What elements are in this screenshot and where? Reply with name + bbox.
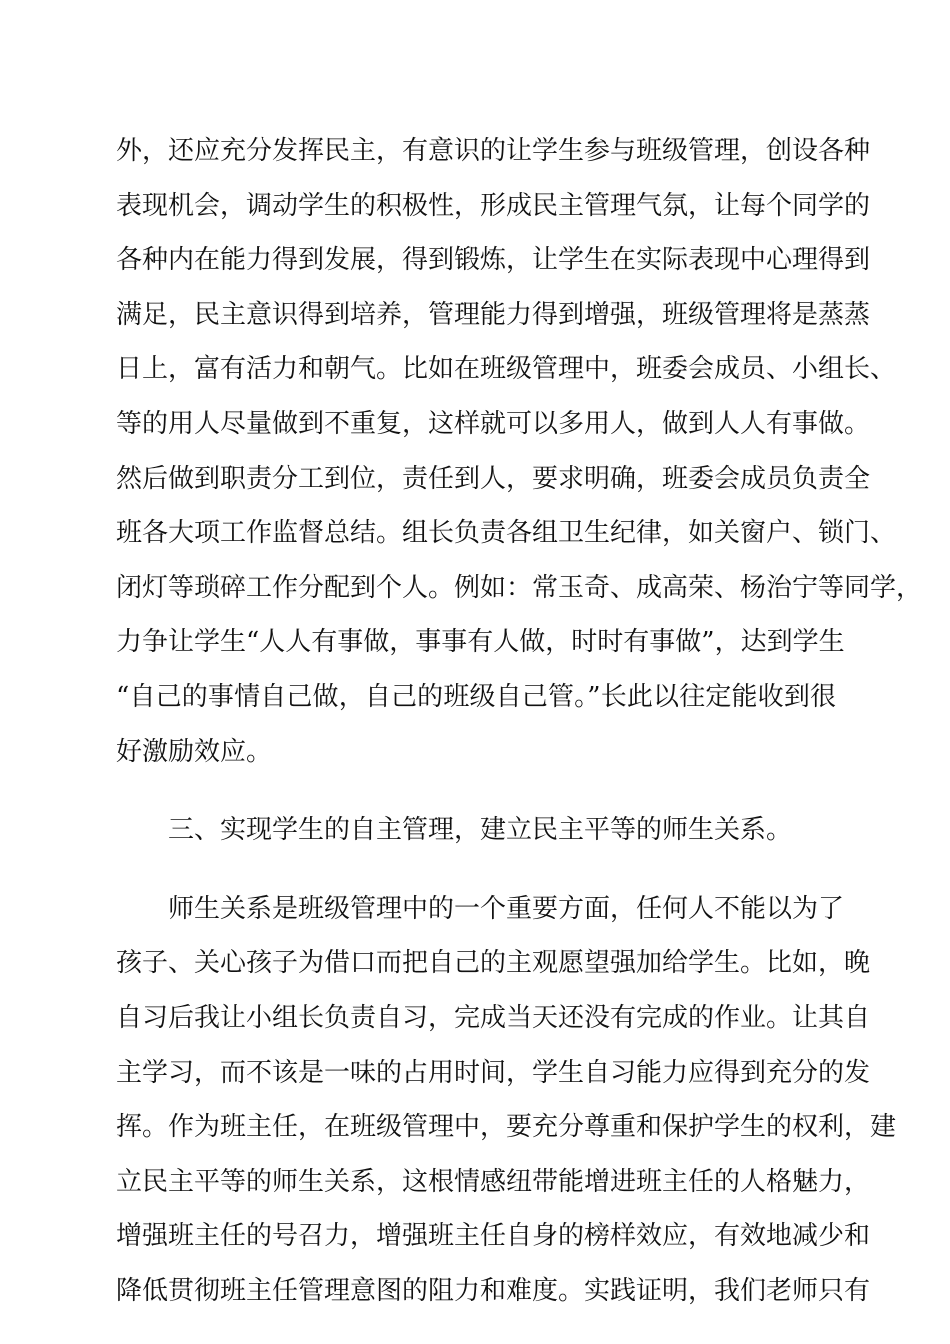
section-heading: 三、实现学生的自主管理，建立民主平等的师生关系。 bbox=[168, 815, 793, 846]
text-line: 增强班主任的号召力，增强班主任自身的榜样效应，有效地减少和 bbox=[116, 1221, 871, 1252]
text-line: 挥。作为班主任，在班级管理中，要充分尊重和保护学生的权利，建 bbox=[116, 1112, 897, 1143]
paragraph-2 bbox=[116, 882, 897, 1319]
text-line: 降低贯彻班主任管理意图的阻力和难度。实践证明，我们老师只有 bbox=[116, 1275, 871, 1306]
text-line: 自习后我让小组长负责自习，完成当天还没有完成的作业。让其自 bbox=[116, 1002, 871, 1033]
text-line: 好激励效应。 bbox=[116, 736, 273, 767]
text-line: 等的用人尽量做到不重复，这样就可以多用人，做到人人有事做。 bbox=[116, 408, 871, 439]
text-line: 班各大项工作监督总结。组长负责各组卫生纪律，如关窗户、锁门、 bbox=[116, 518, 897, 549]
text-line: 师生关系是班级管理中的一个重要方面，任何人不能以为了 bbox=[168, 893, 845, 924]
text-line: 日上，富有活力和朝气。比如在班级管理中，班委会成员、小组长、 bbox=[116, 354, 897, 385]
text-line: 闭灯等琐碎工作分配到个人。例如：常玉奇、成高荣、杨治宁等同学， bbox=[116, 572, 923, 603]
paragraph-gap bbox=[116, 779, 836, 803]
text-line: 立民主平等的师生关系，这根情感纽带能增进班主任的人格魅力， bbox=[116, 1166, 871, 1197]
body-text bbox=[116, 124, 923, 1318]
text-line: “自己的事情自己做，自己的班级自己管。”长此以往定能收到很 bbox=[116, 681, 836, 712]
text-line: 然后做到职责分工到位，责任到人，要求明确，班委会成员负责全 bbox=[116, 463, 871, 494]
paragraph-gap bbox=[116, 858, 836, 882]
text-line: 孩子、关心孩子为借口而把自己的主观愿望强加给学生。比如，晚 bbox=[116, 948, 871, 979]
text-line: 表现机会，调动学生的积极性，形成民主管理气氛，让每个同学的 bbox=[116, 190, 871, 221]
text-line: 外，还应充分发挥民主，有意识的让学生参与班级管理，创设各种 bbox=[116, 136, 871, 166]
text-line: 各种内在能力得到发展，得到锻炼，让学生在实际表现中心理得到 bbox=[116, 245, 871, 276]
text-line: 主学习，而不该是一味的占用时间，学生自习能力应得到充分的发 bbox=[116, 1057, 871, 1088]
paragraph-1 bbox=[116, 124, 923, 779]
text-line: 满足，民主意识得到培养，管理能力得到增强，班级管理将是蒸蒸 bbox=[116, 299, 871, 330]
text-line: 力争让学生“人人有事做，事事有人做，时时有事做”，达到学生 bbox=[116, 627, 845, 658]
